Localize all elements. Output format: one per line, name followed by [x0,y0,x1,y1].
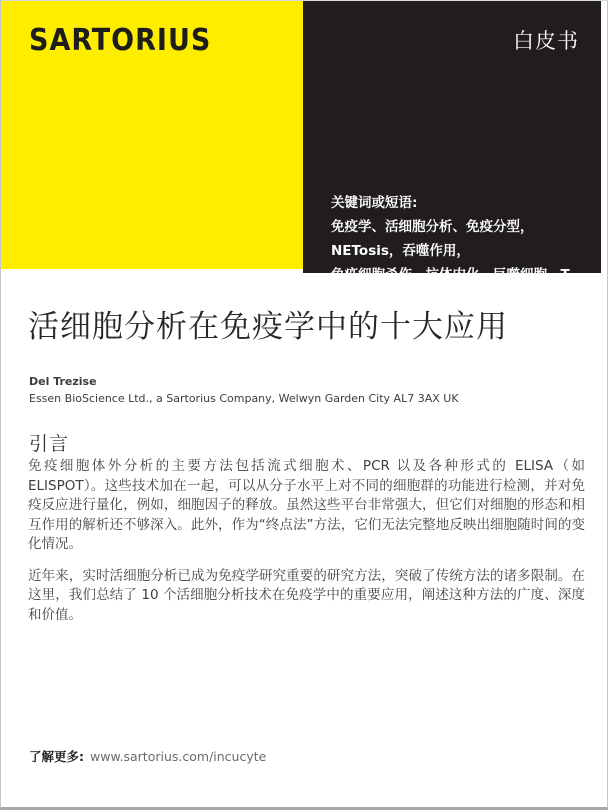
keywords-heading: 关键词或短语: [331,195,418,211]
page-title: 活细胞分析在免疫学中的十大应用 [28,309,508,345]
intro-paragraph-2: 近年来，实时活细胞分析已成为免疫学研究重要的研究方法，突破了传统方法的诸多限制。在这里，我们总结了 10 个活细胞分析技术在免疫学中的重要应用，阐述这种方法的广度、深度和价值。 [28,567,585,623]
keywords-block [331,191,581,311]
intro-heading: 引言 [29,433,70,455]
author-name: Del Trezise [29,375,97,388]
intro-body [28,457,585,637]
intro-paragraph-1: 免疫细胞体外分析的主要方法包括流式细胞术、PCR 以及各种形式的 ELISA（如 ELISPOT）。这些技术加在一起，可以从分子水平上对不同的细胞群的功能进行检测，并对免疫反应进行量化，例如，细胞因子的释放。虽然这些平台非常强大，但它们对细胞的形态和相互作用的解析还不够深入。此外，作为“终点法”方法，它们无法完整地反映出细胞随时间的变化情况。 [28,458,585,552]
header-black-panel [303,1,601,307]
document-type-label: 白皮书 [513,29,579,53]
brand-yellow-panel [1,1,303,269]
author-affiliation: Essen BioScience Ltd., a Sartorius Company, Welwyn Garden City AL7 3AX UK [29,392,459,405]
learn-more-label: 了解更多: [29,749,84,764]
author-block [29,373,459,407]
incucyte-link[interactable]: www.sartorius.com/incucyte [90,749,267,764]
learn-more-footer [29,747,266,765]
sartorius-logo: SARTORIUS [29,23,212,58]
keywords-line-1: 免疫学、活细胞分析、免疫分型，NETosis，吞噬作用， [331,219,534,259]
keywords-line-2: 免疫细胞杀伤，抗体内化，巨噬细胞，T 细胞 [331,267,570,307]
